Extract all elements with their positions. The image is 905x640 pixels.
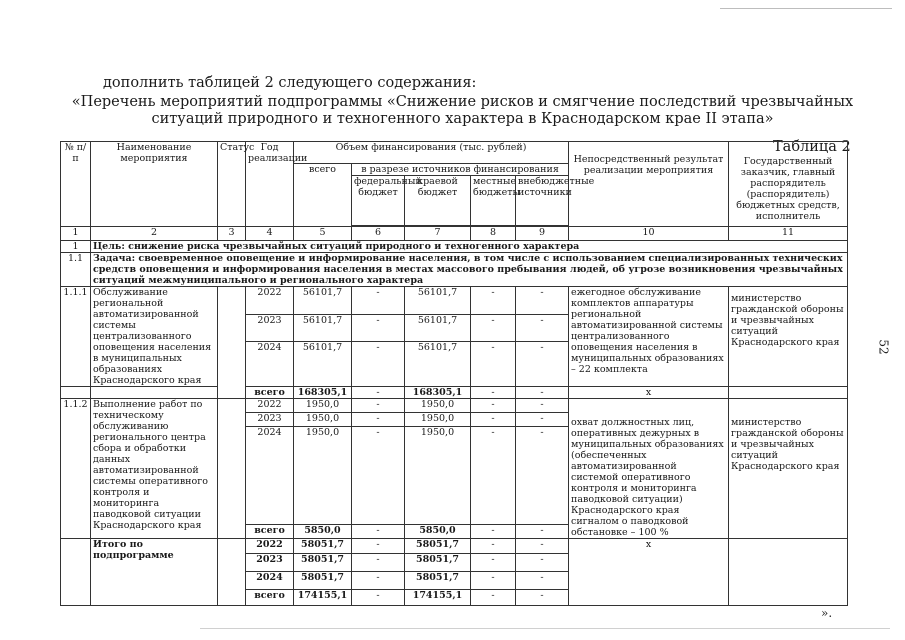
scan-edge-line	[200, 628, 890, 629]
total-cell: 1950,0	[294, 427, 352, 525]
col-number: 1	[61, 227, 91, 241]
col-number: 4	[246, 227, 294, 241]
header-regional: краевой бюджет	[405, 176, 471, 226]
item-customer: министерство гражданской обороны и чрезвычайных ситуаций Краснодарского края	[729, 287, 848, 387]
intro-text: дополнить таблицей 2 следующего содержания:	[103, 75, 477, 91]
extra-cell: -	[516, 387, 569, 399]
header-local: местные бюджеты	[471, 176, 516, 226]
total-cell: 56101,7	[294, 287, 352, 315]
item-num: 1.1.2	[61, 399, 91, 539]
local-cell: -	[471, 539, 516, 554]
col-number: 9	[516, 227, 569, 241]
year-cell: 2024	[246, 572, 294, 590]
extra-cell: -	[516, 539, 569, 554]
total-cell: 56101,7	[294, 342, 352, 387]
table-row-subtotal	[61, 539, 848, 554]
header-num: № п/п	[61, 142, 91, 227]
item-num: 1.1.1	[61, 287, 91, 387]
extra-cell: -	[516, 314, 569, 342]
total-cell: 168305,1	[294, 387, 352, 399]
extra-cell: -	[516, 525, 569, 539]
total-cell: 1950,0	[294, 413, 352, 427]
column-number-row	[61, 227, 848, 241]
local-cell: -	[471, 287, 516, 315]
page-number: 52	[876, 339, 891, 355]
col-number: 10	[569, 227, 729, 241]
federal-cell: -	[352, 572, 405, 590]
local-cell: -	[471, 427, 516, 525]
federal-cell: -	[352, 287, 405, 315]
total-cell: 56101,7	[294, 314, 352, 342]
item-result-total: х	[569, 387, 729, 399]
header-name: Наименование мероприятия	[91, 142, 218, 227]
scan-edge-line	[720, 8, 892, 9]
year-cell: 2023	[246, 314, 294, 342]
year-cell: всего	[246, 525, 294, 539]
col-number: 11	[729, 227, 848, 241]
local-cell: -	[471, 590, 516, 606]
local-cell: -	[471, 314, 516, 342]
measures-table	[60, 141, 848, 606]
totals-result: х	[569, 539, 729, 606]
col-number: 8	[471, 227, 516, 241]
extra-cell: -	[516, 287, 569, 315]
item-customer: министерство гражданской обороны и чрезвычайных ситуаций Краснодарского края	[729, 399, 848, 539]
regional-cell: 1950,0	[405, 413, 471, 427]
total-cell: 174155,1	[294, 590, 352, 606]
table-row-total	[61, 387, 848, 399]
federal-cell: -	[352, 539, 405, 554]
year-cell: 2022	[246, 539, 294, 554]
regional-cell: 1950,0	[405, 427, 471, 525]
item-name: Выполнение работ по техническому обслуживанию регионального центра сбора и обработки данных автоматизированной системы оперативного контроля и мониторинга паводковой ситуации Краснодарского края	[91, 399, 218, 539]
local-cell: -	[471, 399, 516, 413]
local-cell: -	[471, 554, 516, 572]
extra-cell: -	[516, 554, 569, 572]
federal-cell: -	[352, 399, 405, 413]
task-num: 1.1	[61, 253, 91, 287]
extra-cell: -	[516, 572, 569, 590]
header-row	[61, 142, 848, 164]
item-result: охват должностных лиц, оперативных дежурных в муниципальных образованиях (обеспеченных автоматизированной системой оперативного контроля и мониторинга паводковой ситуации) Краснодарского края сигналом о паводковой обстановке – 100 %	[569, 399, 729, 539]
header-customer: Государственный заказчик, главный распорядитель (распорядитель) бюджетных средств, исполнитель	[729, 142, 848, 227]
table-caption: Таблица 2	[773, 139, 851, 155]
goal-num: 1	[61, 241, 91, 253]
local-cell: -	[471, 525, 516, 539]
col-number: 3	[218, 227, 246, 241]
federal-cell: -	[352, 413, 405, 427]
item-result: ежегодное обслуживание комплектов аппаратуры региональной автоматизированной системы централизованного оповещения населения в муниципальных образованиях – 22 комплекта	[569, 287, 729, 387]
year-cell: 2024	[246, 342, 294, 387]
local-cell: -	[471, 572, 516, 590]
header-federal: федеральный бюджет	[352, 176, 405, 226]
federal-cell: -	[352, 525, 405, 539]
header-year: Год реализации	[246, 142, 294, 227]
col-number: 7	[405, 227, 471, 241]
task-row	[61, 253, 848, 287]
item-name: Обслуживание региональной автоматизированной системы централизованного оповещения населения в муниципальных образованиях Краснодарского края	[91, 287, 218, 387]
local-cell: -	[471, 413, 516, 427]
total-cell: 58051,7	[294, 539, 352, 554]
col-number: 5	[294, 227, 352, 241]
item-status	[218, 399, 246, 539]
regional-cell: 5850,0	[405, 525, 471, 539]
year-cell: 2022	[246, 399, 294, 413]
regional-cell: 1950,0	[405, 399, 471, 413]
header-extra: внебюджетные источники	[516, 176, 569, 226]
federal-cell: -	[352, 342, 405, 387]
year-cell: 2022	[246, 287, 294, 315]
item-status	[218, 287, 246, 399]
header-status: Статус	[218, 142, 246, 227]
total-cell: 58051,7	[294, 554, 352, 572]
total-cell: 1950,0	[294, 399, 352, 413]
local-cell: -	[471, 342, 516, 387]
year-cell: 2024	[246, 427, 294, 525]
totals-label: Итого по подпрограмме	[91, 539, 218, 606]
extra-cell: -	[516, 413, 569, 427]
task-text: Задача: своевременное оповещение и информирование населения, в том числе с использованием специализированных технических средств оповещения и информирования населения в местах массового пребывания людей, об угрозе возникновения чрезвычайных ситуаций межмуниципального и регионального характера	[91, 253, 848, 287]
regional-cell: 58051,7	[405, 554, 471, 572]
regional-cell: 56101,7	[405, 342, 471, 387]
total-cell: 58051,7	[294, 572, 352, 590]
regional-cell: 56101,7	[405, 314, 471, 342]
extra-cell: -	[516, 427, 569, 525]
col-number: 6	[352, 227, 405, 241]
header-by-source: в разрезе источников финансирования	[352, 164, 569, 176]
extra-cell: -	[516, 399, 569, 413]
regional-cell: 174155,1	[405, 590, 471, 606]
local-cell: -	[471, 387, 516, 399]
federal-cell: -	[352, 427, 405, 525]
header-funding: Объем финансирования (тыс. рублей)	[294, 142, 569, 164]
year-cell: всего	[246, 387, 294, 399]
total-cell: 5850,0	[294, 525, 352, 539]
regional-cell: 58051,7	[405, 572, 471, 590]
extra-cell: -	[516, 590, 569, 606]
regional-cell: 168305,1	[405, 387, 471, 399]
header-result: Непосредственный результат реализации мероприятия	[569, 142, 729, 227]
col-number: 2	[91, 227, 218, 241]
goal-row	[61, 241, 848, 253]
goal-text: Цель: снижение риска чрезвычайных ситуаций природного и техногенного характера	[91, 241, 848, 253]
table-row	[61, 399, 848, 413]
year-cell: всего	[246, 590, 294, 606]
year-cell: 2023	[246, 554, 294, 572]
year-cell: 2023	[246, 413, 294, 427]
federal-cell: -	[352, 314, 405, 342]
regional-cell: 56101,7	[405, 287, 471, 315]
regional-cell: 58051,7	[405, 539, 471, 554]
table-title: «Перечень мероприятий подпрограммы «Снижение рисков и смягчение последствий чрезвычайных ситуаций природного и техногенного характера в Краснодарском крае II этапа»	[71, 94, 854, 127]
federal-cell: -	[352, 387, 405, 399]
table-row	[61, 287, 848, 315]
header-total: всего	[294, 164, 352, 227]
closing-quote: ».	[821, 606, 833, 620]
federal-cell: -	[352, 590, 405, 606]
federal-cell: -	[352, 554, 405, 572]
extra-cell: -	[516, 342, 569, 387]
